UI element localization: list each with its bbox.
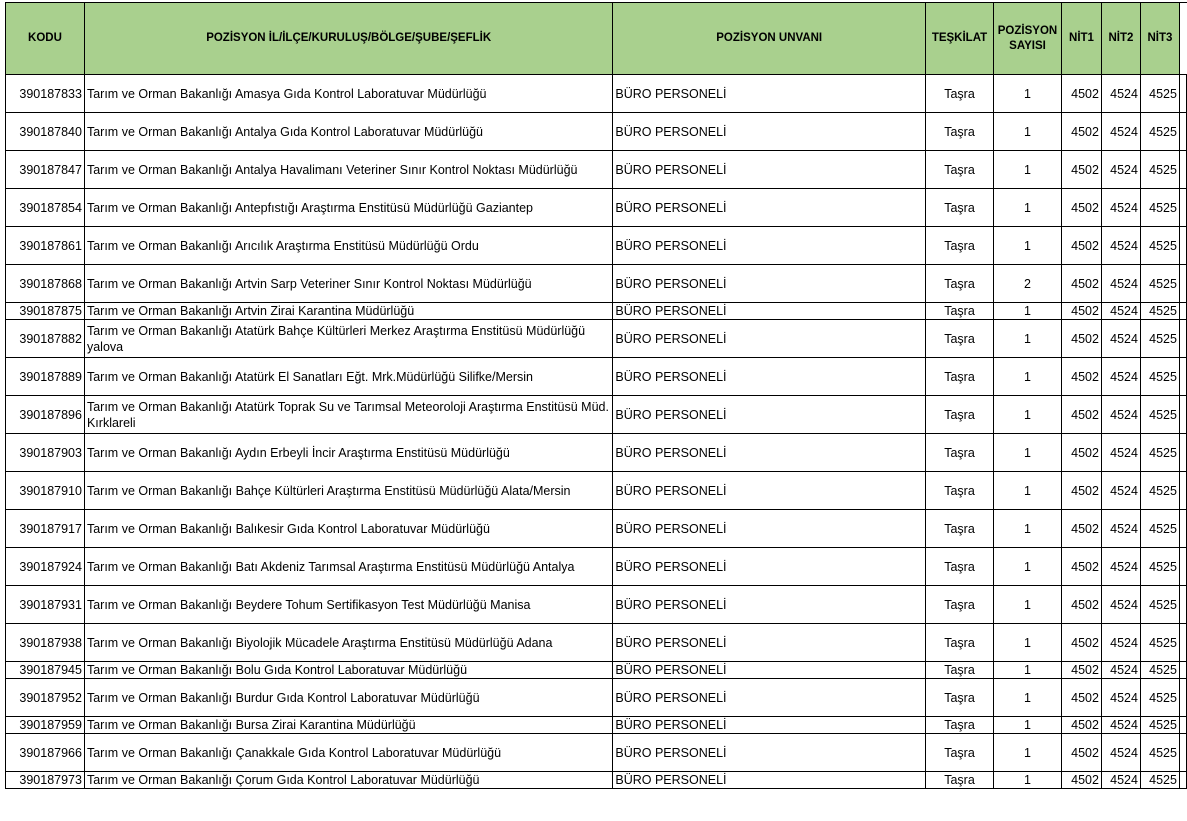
table-row xyxy=(6,772,1187,789)
cell-kodu: 390187959 xyxy=(6,717,85,734)
header-kodu: KODU xyxy=(6,3,85,75)
cell-nit3: 4525 xyxy=(1140,624,1179,662)
table-row xyxy=(6,434,1187,472)
cell-nit1: 4502 xyxy=(1061,548,1101,586)
cell-pozisyon-unvani: BÜRO PERSONELİ xyxy=(613,75,926,113)
table-row xyxy=(6,662,1187,679)
cell-kodu: 390187840 xyxy=(6,113,85,151)
cell-pozisyon-yeri: Tarım ve Orman Bakanlığı Arıcılık Araştırma Enstitüsü Müdürlüğü Ordu xyxy=(84,227,612,265)
cell-nit2: 4524 xyxy=(1101,434,1140,472)
cell-nit3: 4525 xyxy=(1140,679,1179,717)
cell-pozisyon-unvani: BÜRO PERSONELİ xyxy=(613,303,926,320)
cell-empty xyxy=(1179,151,1186,189)
cell-pozisyon-unvani: BÜRO PERSONELİ xyxy=(613,227,926,265)
cell-pozisyon-sayisi: 1 xyxy=(994,472,1062,510)
header-row xyxy=(6,3,1187,75)
table-row xyxy=(6,679,1187,717)
cell-nit3: 4525 xyxy=(1140,510,1179,548)
positions-table xyxy=(5,2,1187,789)
cell-kodu: 390187938 xyxy=(6,624,85,662)
cell-nit2: 4524 xyxy=(1101,189,1140,227)
table-row xyxy=(6,396,1187,434)
table-row xyxy=(6,320,1187,358)
cell-kodu: 390187833 xyxy=(6,75,85,113)
header-nit1: NİT1 xyxy=(1061,3,1101,75)
cell-pozisyon-yeri: Tarım ve Orman Bakanlığı Atatürk El Sanatları Eğt. Mrk.Müdürlüğü Silifke/Mersin xyxy=(84,358,612,396)
table-row xyxy=(6,265,1187,303)
cell-pozisyon-yeri: Tarım ve Orman Bakanlığı Artvin Sarp Veteriner Sınır Kontrol Noktası Müdürlüğü xyxy=(84,265,612,303)
cell-nit1: 4502 xyxy=(1061,586,1101,624)
cell-teskilat: Taşra xyxy=(926,624,994,662)
cell-pozisyon-sayisi: 1 xyxy=(994,75,1062,113)
cell-nit1: 4502 xyxy=(1061,434,1101,472)
cell-empty xyxy=(1179,227,1186,265)
cell-pozisyon-unvani: BÜRO PERSONELİ xyxy=(613,151,926,189)
cell-pozisyon-sayisi: 1 xyxy=(994,396,1062,434)
cell-teskilat: Taşra xyxy=(926,662,994,679)
cell-pozisyon-unvani: BÜRO PERSONELİ xyxy=(613,189,926,227)
cell-nit3: 4525 xyxy=(1140,151,1179,189)
cell-empty xyxy=(1179,303,1186,320)
cell-nit2: 4524 xyxy=(1101,586,1140,624)
header-empty xyxy=(1179,3,1186,75)
cell-nit2: 4524 xyxy=(1101,265,1140,303)
cell-empty xyxy=(1179,113,1186,151)
cell-pozisyon-sayisi: 1 xyxy=(994,189,1062,227)
cell-nit1: 4502 xyxy=(1061,472,1101,510)
cell-pozisyon-sayisi: 1 xyxy=(994,113,1062,151)
cell-pozisyon-sayisi: 1 xyxy=(994,734,1062,772)
cell-empty xyxy=(1179,358,1186,396)
cell-pozisyon-unvani: BÜRO PERSONELİ xyxy=(613,320,926,358)
cell-pozisyon-unvani: BÜRO PERSONELİ xyxy=(613,548,926,586)
cell-nit2: 4524 xyxy=(1101,113,1140,151)
cell-empty xyxy=(1179,679,1186,717)
cell-nit1: 4502 xyxy=(1061,624,1101,662)
cell-empty xyxy=(1179,586,1186,624)
table-row xyxy=(6,227,1187,265)
cell-kodu: 390187917 xyxy=(6,510,85,548)
cell-pozisyon-yeri: Tarım ve Orman Bakanlığı Beydere Tohum Sertifikasyon Test Müdürlüğü Manisa xyxy=(84,586,612,624)
cell-empty xyxy=(1179,75,1186,113)
cell-nit2: 4524 xyxy=(1101,772,1140,789)
cell-nit3: 4525 xyxy=(1140,772,1179,789)
cell-empty xyxy=(1179,320,1186,358)
cell-nit1: 4502 xyxy=(1061,227,1101,265)
cell-nit1: 4502 xyxy=(1061,717,1101,734)
cell-kodu: 390187924 xyxy=(6,548,85,586)
cell-kodu: 390187903 xyxy=(6,434,85,472)
cell-nit2: 4524 xyxy=(1101,303,1140,320)
cell-nit2: 4524 xyxy=(1101,358,1140,396)
cell-pozisyon-yeri: Tarım ve Orman Bakanlığı Amasya Gıda Kontrol Laboratuvar Müdürlüğü xyxy=(84,75,612,113)
cell-empty xyxy=(1179,717,1186,734)
header-pozisyon-sayisi: POZİSYON SAYISI xyxy=(994,3,1062,75)
cell-nit3: 4525 xyxy=(1140,303,1179,320)
cell-teskilat: Taşra xyxy=(926,227,994,265)
cell-kodu: 390187847 xyxy=(6,151,85,189)
cell-pozisyon-yeri: Tarım ve Orman Bakanlığı Artvin Zirai Karantina Müdürlüğü xyxy=(84,303,612,320)
cell-nit3: 4525 xyxy=(1140,548,1179,586)
cell-pozisyon-yeri: Tarım ve Orman Bakanlığı Atatürk Toprak Su ve Tarımsal Meteoroloji Araştırma Enstitüsü Müd. Kırklareli xyxy=(84,396,612,434)
cell-pozisyon-sayisi: 1 xyxy=(994,358,1062,396)
cell-pozisyon-yeri: Tarım ve Orman Bakanlığı Batı Akdeniz Tarımsal Araştırma Enstitüsü Müdürlüğü Antalya xyxy=(84,548,612,586)
table-row xyxy=(6,75,1187,113)
cell-teskilat: Taşra xyxy=(926,772,994,789)
cell-teskilat: Taşra xyxy=(926,548,994,586)
table-body xyxy=(6,75,1187,789)
table-row xyxy=(6,586,1187,624)
cell-pozisyon-yeri: Tarım ve Orman Bakanlığı Bolu Gıda Kontrol Laboratuvar Müdürlüğü xyxy=(84,662,612,679)
table-row xyxy=(6,303,1187,320)
cell-teskilat: Taşra xyxy=(926,358,994,396)
cell-nit1: 4502 xyxy=(1061,303,1101,320)
cell-pozisyon-sayisi: 1 xyxy=(994,679,1062,717)
cell-nit3: 4525 xyxy=(1140,75,1179,113)
table-row xyxy=(6,151,1187,189)
cell-nit2: 4524 xyxy=(1101,320,1140,358)
cell-kodu: 390187854 xyxy=(6,189,85,227)
cell-pozisyon-sayisi: 1 xyxy=(994,548,1062,586)
cell-nit1: 4502 xyxy=(1061,396,1101,434)
cell-nit2: 4524 xyxy=(1101,662,1140,679)
cell-pozisyon-sayisi: 1 xyxy=(994,624,1062,662)
table-row xyxy=(6,189,1187,227)
cell-teskilat: Taşra xyxy=(926,320,994,358)
cell-pozisyon-unvani: BÜRO PERSONELİ xyxy=(613,662,926,679)
cell-pozisyon-sayisi: 1 xyxy=(994,151,1062,189)
table-row xyxy=(6,472,1187,510)
cell-pozisyon-unvani: BÜRO PERSONELİ xyxy=(613,586,926,624)
cell-nit2: 4524 xyxy=(1101,548,1140,586)
cell-nit1: 4502 xyxy=(1061,75,1101,113)
cell-teskilat: Taşra xyxy=(926,396,994,434)
cell-nit2: 4524 xyxy=(1101,151,1140,189)
cell-pozisyon-yeri: Tarım ve Orman Bakanlığı Aydın Erbeyli İncir Araştırma Enstitüsü Müdürlüğü xyxy=(84,434,612,472)
cell-empty xyxy=(1179,396,1186,434)
cell-pozisyon-sayisi: 1 xyxy=(994,303,1062,320)
cell-pozisyon-unvani: BÜRO PERSONELİ xyxy=(613,717,926,734)
cell-nit2: 4524 xyxy=(1101,734,1140,772)
cell-nit3: 4525 xyxy=(1140,189,1179,227)
cell-pozisyon-sayisi: 1 xyxy=(994,510,1062,548)
cell-teskilat: Taşra xyxy=(926,734,994,772)
cell-nit1: 4502 xyxy=(1061,510,1101,548)
cell-pozisyon-unvani: BÜRO PERSONELİ xyxy=(613,624,926,662)
cell-kodu: 390187945 xyxy=(6,662,85,679)
cell-teskilat: Taşra xyxy=(926,303,994,320)
cell-kodu: 390187931 xyxy=(6,586,85,624)
cell-pozisyon-yeri: Tarım ve Orman Bakanlığı Antepfıstığı Araştırma Enstitüsü Müdürlüğü Gaziantep xyxy=(84,189,612,227)
cell-nit1: 4502 xyxy=(1061,265,1101,303)
table-row xyxy=(6,548,1187,586)
cell-kodu: 390187889 xyxy=(6,358,85,396)
cell-nit1: 4502 xyxy=(1061,113,1101,151)
table-row xyxy=(6,113,1187,151)
cell-nit1: 4502 xyxy=(1061,734,1101,772)
cell-pozisyon-unvani: BÜRO PERSONELİ xyxy=(613,472,926,510)
cell-nit2: 4524 xyxy=(1101,227,1140,265)
cell-nit3: 4525 xyxy=(1140,434,1179,472)
cell-nit2: 4524 xyxy=(1101,472,1140,510)
cell-teskilat: Taşra xyxy=(926,75,994,113)
cell-empty xyxy=(1179,434,1186,472)
cell-nit2: 4524 xyxy=(1101,717,1140,734)
cell-nit3: 4525 xyxy=(1140,265,1179,303)
cell-pozisyon-sayisi: 1 xyxy=(994,434,1062,472)
cell-nit1: 4502 xyxy=(1061,772,1101,789)
cell-nit3: 4525 xyxy=(1140,227,1179,265)
header-nit3: NİT3 xyxy=(1140,3,1179,75)
cell-teskilat: Taşra xyxy=(926,265,994,303)
cell-pozisyon-unvani: BÜRO PERSONELİ xyxy=(613,265,926,303)
cell-nit3: 4525 xyxy=(1140,358,1179,396)
cell-kodu: 390187952 xyxy=(6,679,85,717)
cell-pozisyon-unvani: BÜRO PERSONELİ xyxy=(613,358,926,396)
cell-nit3: 4525 xyxy=(1140,113,1179,151)
cell-pozisyon-yeri: Tarım ve Orman Bakanlığı Bursa Zirai Karantina Müdürlüğü xyxy=(84,717,612,734)
cell-pozisyon-unvani: BÜRO PERSONELİ xyxy=(613,772,926,789)
cell-nit1: 4502 xyxy=(1061,189,1101,227)
cell-teskilat: Taşra xyxy=(926,189,994,227)
cell-empty xyxy=(1179,510,1186,548)
cell-teskilat: Taşra xyxy=(926,510,994,548)
cell-teskilat: Taşra xyxy=(926,472,994,510)
cell-pozisyon-unvani: BÜRO PERSONELİ xyxy=(613,434,926,472)
cell-pozisyon-yeri: Tarım ve Orman Bakanlığı Antalya Gıda Kontrol Laboratuvar Müdürlüğü xyxy=(84,113,612,151)
cell-pozisyon-yeri: Tarım ve Orman Bakanlığı Biyolojik Mücadele Araştırma Enstitüsü Müdürlüğü Adana xyxy=(84,624,612,662)
cell-nit2: 4524 xyxy=(1101,75,1140,113)
cell-empty xyxy=(1179,734,1186,772)
table-row xyxy=(6,624,1187,662)
cell-pozisyon-yeri: Tarım ve Orman Bakanlığı Çorum Gıda Kontrol Laboratuvar Müdürlüğü xyxy=(84,772,612,789)
cell-pozisyon-yeri: Tarım ve Orman Bakanlığı Atatürk Bahçe Kültürleri Merkez Araştırma Enstitüsü Müdürlüğü yalova xyxy=(84,320,612,358)
cell-teskilat: Taşra xyxy=(926,151,994,189)
cell-nit2: 4524 xyxy=(1101,510,1140,548)
cell-empty xyxy=(1179,472,1186,510)
cell-empty xyxy=(1179,624,1186,662)
cell-nit2: 4524 xyxy=(1101,396,1140,434)
cell-pozisyon-unvani: BÜRO PERSONELİ xyxy=(613,510,926,548)
cell-nit3: 4525 xyxy=(1140,396,1179,434)
cell-kodu: 390187973 xyxy=(6,772,85,789)
table-row xyxy=(6,358,1187,396)
cell-empty xyxy=(1179,265,1186,303)
cell-pozisyon-yeri: Tarım ve Orman Bakanlığı Balıkesir Gıda Kontrol Laboratuvar Müdürlüğü xyxy=(84,510,612,548)
cell-nit1: 4502 xyxy=(1061,151,1101,189)
cell-nit1: 4502 xyxy=(1061,320,1101,358)
cell-nit3: 4525 xyxy=(1140,586,1179,624)
cell-empty xyxy=(1179,772,1186,789)
cell-pozisyon-yeri: Tarım ve Orman Bakanlığı Bahçe Kültürleri Araştırma Enstitüsü Müdürlüğü Alata/Mersin xyxy=(84,472,612,510)
cell-nit3: 4525 xyxy=(1140,472,1179,510)
cell-nit1: 4502 xyxy=(1061,679,1101,717)
cell-nit3: 4525 xyxy=(1140,734,1179,772)
cell-teskilat: Taşra xyxy=(926,113,994,151)
cell-empty xyxy=(1179,662,1186,679)
cell-pozisyon-unvani: BÜRO PERSONELİ xyxy=(613,396,926,434)
cell-empty xyxy=(1179,548,1186,586)
cell-pozisyon-unvani: BÜRO PERSONELİ xyxy=(613,679,926,717)
cell-pozisyon-yeri: Tarım ve Orman Bakanlığı Burdur Gıda Kontrol Laboratuvar Müdürlüğü xyxy=(84,679,612,717)
cell-pozisyon-sayisi: 1 xyxy=(994,320,1062,358)
cell-kodu: 390187861 xyxy=(6,227,85,265)
cell-kodu: 390187882 xyxy=(6,320,85,358)
table-row xyxy=(6,510,1187,548)
header-pozisyon-unvani: POZİSYON UNVANI xyxy=(613,3,926,75)
cell-teskilat: Taşra xyxy=(926,679,994,717)
cell-empty xyxy=(1179,189,1186,227)
cell-pozisyon-sayisi: 1 xyxy=(994,772,1062,789)
cell-nit1: 4502 xyxy=(1061,358,1101,396)
cell-kodu: 390187875 xyxy=(6,303,85,320)
cell-teskilat: Taşra xyxy=(926,586,994,624)
cell-teskilat: Taşra xyxy=(926,717,994,734)
cell-nit3: 4525 xyxy=(1140,320,1179,358)
cell-pozisyon-sayisi: 1 xyxy=(994,227,1062,265)
cell-pozisyon-sayisi: 1 xyxy=(994,662,1062,679)
cell-pozisyon-yeri: Tarım ve Orman Bakanlığı Çanakkale Gıda Kontrol Laboratuvar Müdürlüğü xyxy=(84,734,612,772)
cell-kodu: 390187896 xyxy=(6,396,85,434)
table-row xyxy=(6,717,1187,734)
cell-nit1: 4502 xyxy=(1061,662,1101,679)
cell-pozisyon-yeri: Tarım ve Orman Bakanlığı Antalya Havalimanı Veteriner Sınır Kontrol Noktası Müdürlüğü xyxy=(84,151,612,189)
cell-pozisyon-unvani: BÜRO PERSONELİ xyxy=(613,113,926,151)
header-nit2: NİT2 xyxy=(1101,3,1140,75)
header-pozisyon-yeri: POZİSYON İL/İLÇE/KURULUŞ/BÖLGE/ŞUBE/ŞEFLİK xyxy=(84,3,612,75)
cell-nit2: 4524 xyxy=(1101,679,1140,717)
table-row xyxy=(6,734,1187,772)
cell-nit3: 4525 xyxy=(1140,717,1179,734)
header-teskilat: TEŞKİLAT xyxy=(926,3,994,75)
cell-teskilat: Taşra xyxy=(926,434,994,472)
cell-pozisyon-unvani: BÜRO PERSONELİ xyxy=(613,734,926,772)
cell-kodu: 390187868 xyxy=(6,265,85,303)
cell-nit2: 4524 xyxy=(1101,624,1140,662)
cell-pozisyon-sayisi: 1 xyxy=(994,586,1062,624)
cell-pozisyon-sayisi: 1 xyxy=(994,717,1062,734)
cell-kodu: 390187910 xyxy=(6,472,85,510)
cell-kodu: 390187966 xyxy=(6,734,85,772)
cell-pozisyon-sayisi: 2 xyxy=(994,265,1062,303)
cell-nit3: 4525 xyxy=(1140,662,1179,679)
